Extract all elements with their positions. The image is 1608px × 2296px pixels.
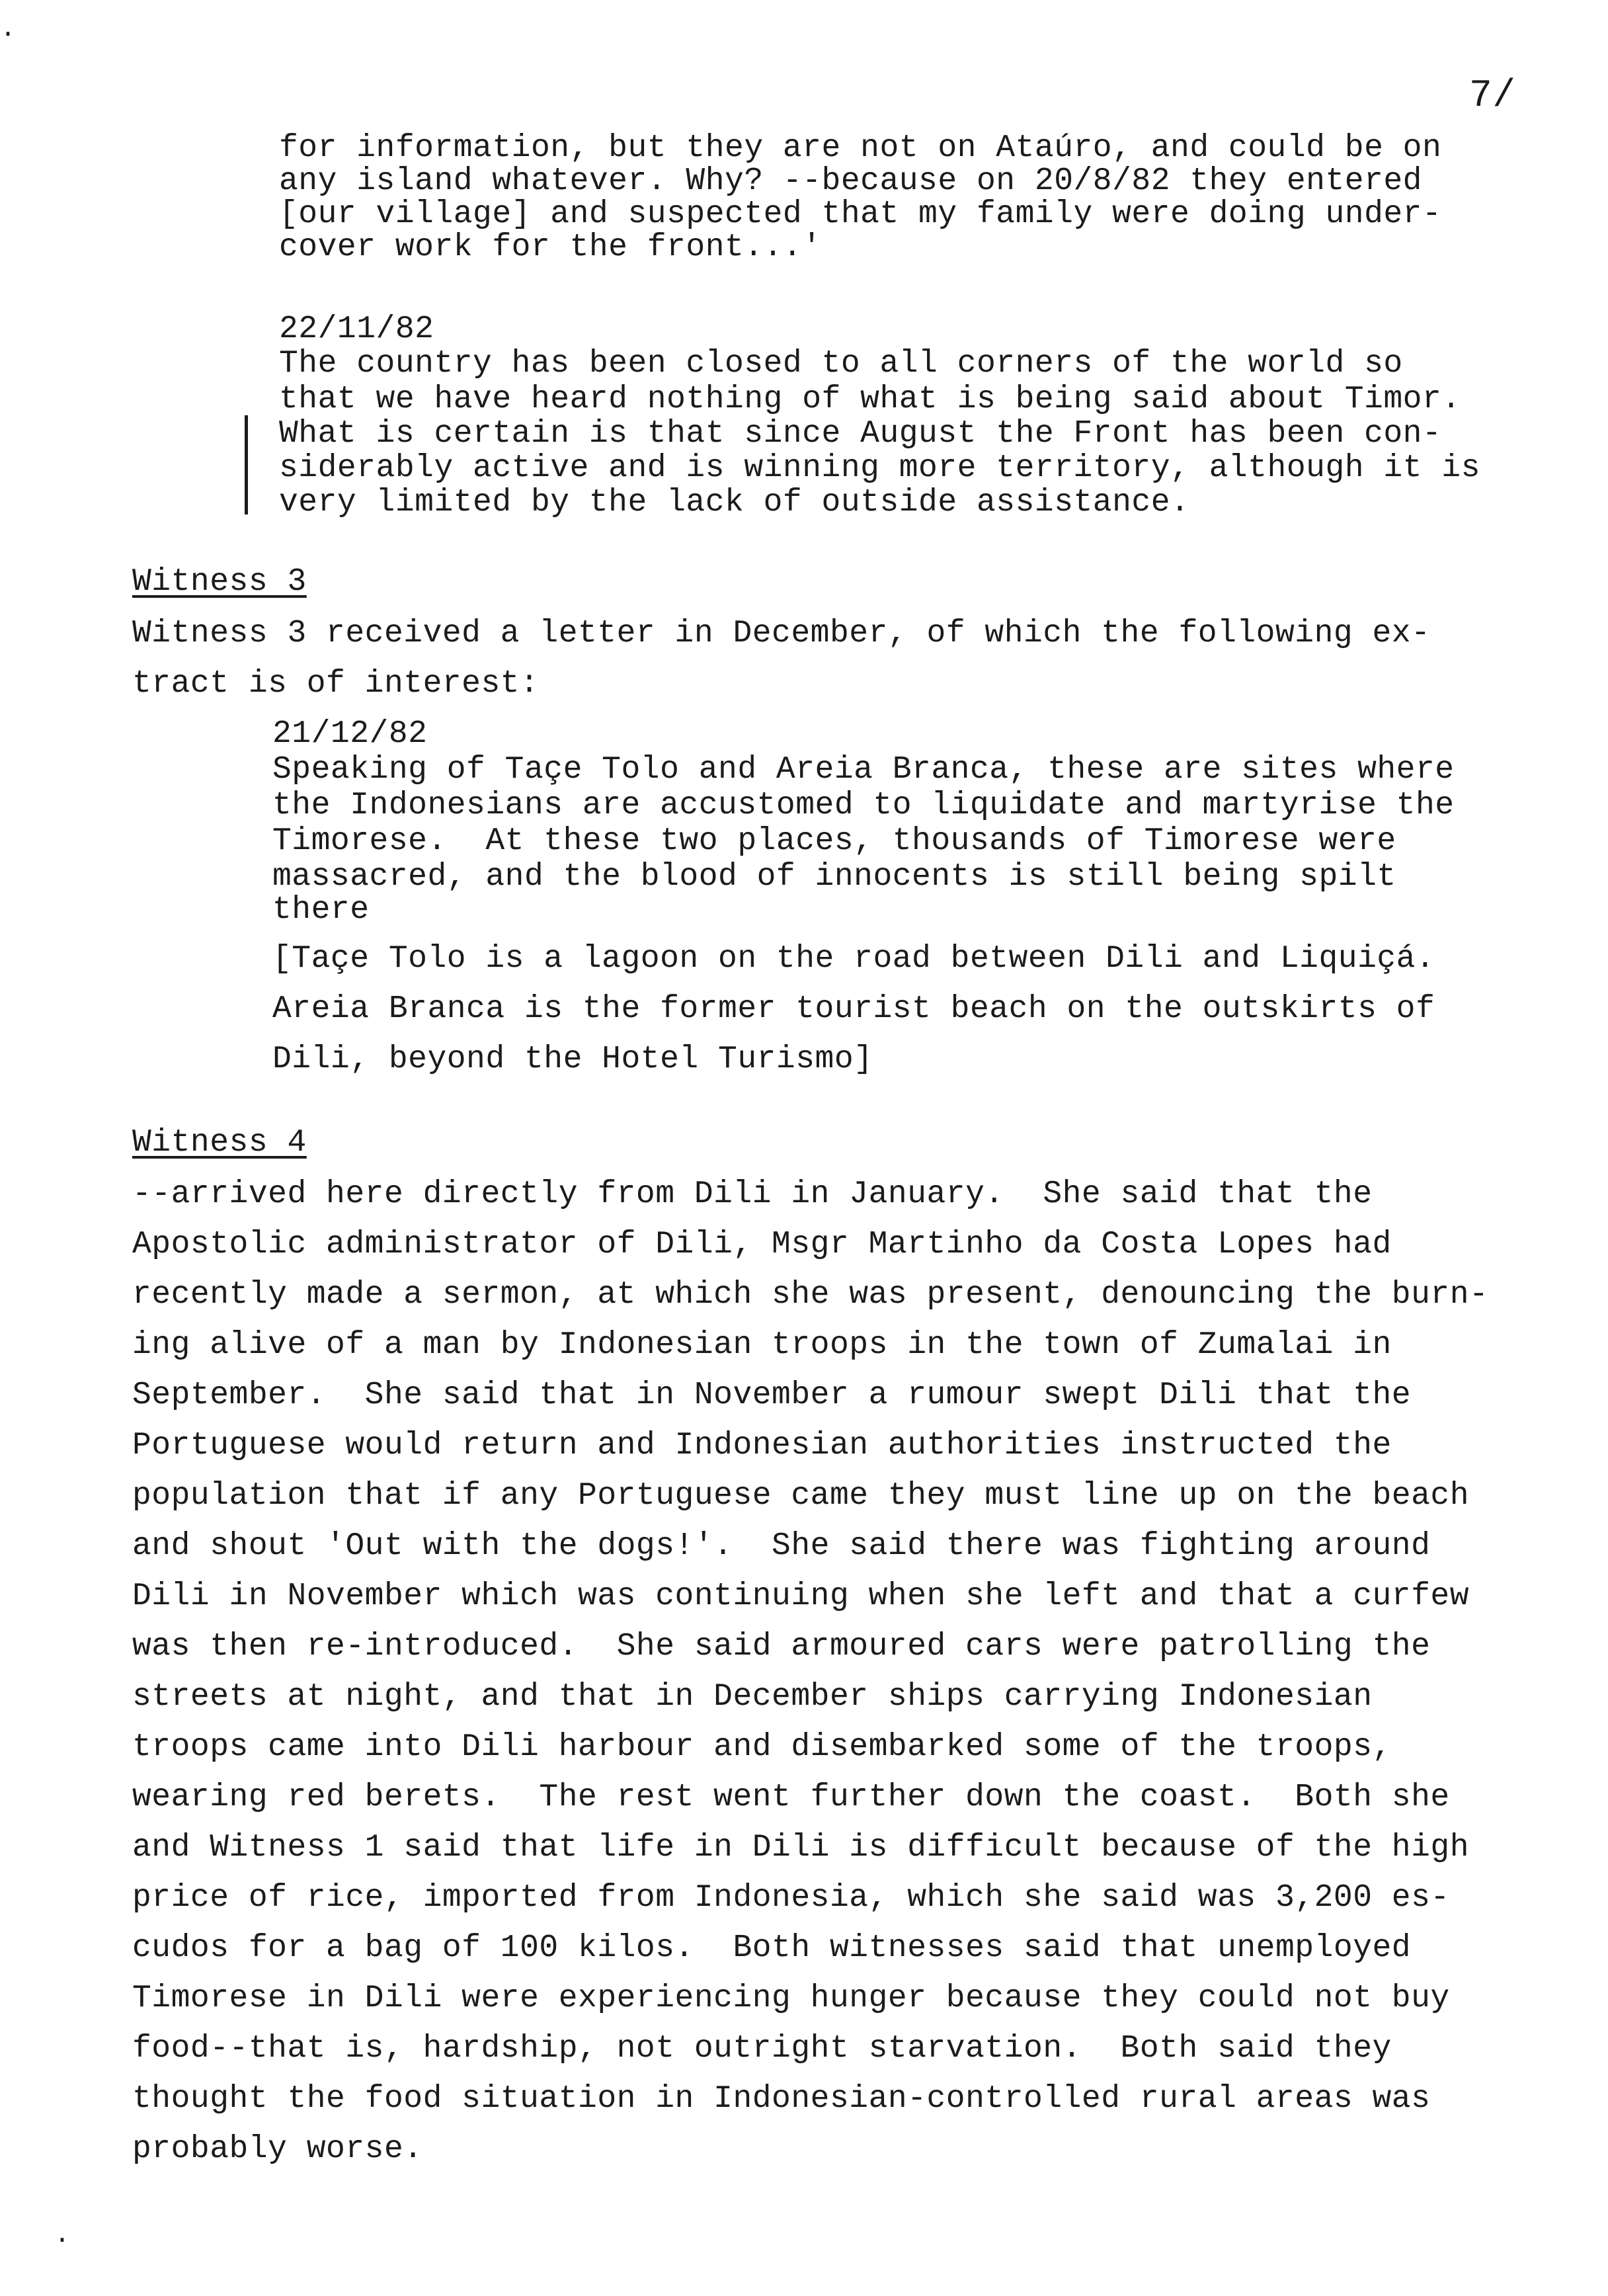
witness3-quote-line-2: the Indonesians are accustomed to liquidate and martyrise the xyxy=(272,788,1455,823)
witness3-intro-line-1: Witness 3 received a letter in December, of which the following ex- xyxy=(132,616,1431,651)
witness3-intro-line-2: tract is of interest: xyxy=(132,666,540,702)
block2-line-1: The country has been closed to all corners of the world so xyxy=(279,346,1403,382)
witness3-quote-line-4: massacred, and the blood of innocents is still being spilt xyxy=(272,859,1396,895)
witness3-note-line-3: Dili, beyond the Hotel Turismo] xyxy=(272,1042,873,1077)
scan-speck: · xyxy=(0,20,17,50)
witness4-line-5: September. She said that in November a rumour swept Dili that the xyxy=(132,1377,1412,1413)
witness4-line-11: streets at night, and that in December ships carrying Indonesian xyxy=(132,1679,1373,1715)
witness3-quote-line-1: Speaking of Taçe Tolo and Areia Branca, these are sites where xyxy=(272,752,1455,788)
witness4-line-12: troops came into Dili harbour and disembarked some of the troops, xyxy=(132,1729,1392,1765)
witness4-line-18: food--that is, hardship, not outright starvation. Both said they xyxy=(132,2031,1392,2067)
witness4-heading: Witness 4 xyxy=(132,1125,307,1161)
block2-line-3: What is certain is that since August the Front has been con- xyxy=(279,416,1442,452)
block1-line-2: any island whatever. Why? --because on 20/8/82 they entered xyxy=(279,163,1422,199)
witness4-line-8: and shout 'Out with the dogs!'. She said there was fighting around xyxy=(132,1528,1431,1564)
witness4-line-9: Dili in November which was continuing when she left and that a curfew xyxy=(132,1578,1470,1614)
witness4-line-6: Portuguese would return and Indonesian authorities instructed the xyxy=(132,1428,1392,1463)
witness4-line-13: wearing red berets. The rest went further down the coast. Both she xyxy=(132,1780,1450,1815)
witness4-line-10: was then re-introduced. She said armoured cars were patrolling the xyxy=(132,1629,1431,1664)
block2-line-4: siderably active and is winning more territory, although it is xyxy=(279,450,1480,486)
witness3-quote-line-5: there xyxy=(272,892,370,928)
witness4-line-2: Apostolic administrator of Dili, Msgr Martinho da Costa Lopes had xyxy=(132,1227,1392,1262)
witness4-line-16: cudos for a bag of 100 kilos. Both witnesses said that unemployed xyxy=(132,1930,1412,1966)
block2-line-5: very limited by the lack of outside assistance. xyxy=(279,485,1190,520)
witness4-line-7: population that if any Portuguese came they must line up on the beach xyxy=(132,1478,1470,1514)
witness3-note-line-1: [Taçe Tolo is a lagoon on the road between Dili and Liquiçá. xyxy=(272,941,1435,977)
witness3-heading: Witness 3 xyxy=(132,564,307,600)
witness3-note-line-2: Areia Branca is the former tourist beach on the outskirts of xyxy=(272,991,1435,1027)
witness4-line-4: ing alive of a man by Indonesian troops in the town of Zumalai in xyxy=(132,1327,1392,1363)
witness3-date: 21/12/82 xyxy=(272,716,428,752)
margin-sidebar-mark xyxy=(245,415,256,514)
page-number: 7/ xyxy=(1469,75,1516,118)
scan-speck: · xyxy=(54,2226,71,2256)
witness4-line-1: --arrived here directly from Dili in January. She said that the xyxy=(132,1176,1373,1212)
block1-line-4: cover work for the front...' xyxy=(279,229,822,265)
witness4-line-19: thought the food situation in Indonesian-controlled rural areas was xyxy=(132,2081,1431,2117)
witness4-line-14: and Witness 1 said that life in Dili is difficult because of the high xyxy=(132,1830,1470,1866)
witness4-line-15: price of rice, imported from Indonesia, which she said was 3,200 es- xyxy=(132,1880,1450,1916)
witness4-line-20: probably worse. xyxy=(132,2131,423,2167)
block2-line-2: that we have heard nothing of what is being said about Timor. xyxy=(279,382,1461,417)
block1-line-3: [our village] and suspected that my family were doing under- xyxy=(279,196,1442,232)
witness4-line-17: Timorese in Dili were experiencing hunger because they could not buy xyxy=(132,1981,1450,2016)
witness3-quote-line-3: Timorese. At these two places, thousands of Timorese were xyxy=(272,823,1396,859)
witness4-line-3: recently made a sermon, at which she was present, denouncing the burn- xyxy=(132,1277,1489,1313)
block1-line-1: for information, but they are not on Ataúro, and could be on xyxy=(279,130,1442,166)
block2-date: 22/11/82 xyxy=(279,311,434,347)
